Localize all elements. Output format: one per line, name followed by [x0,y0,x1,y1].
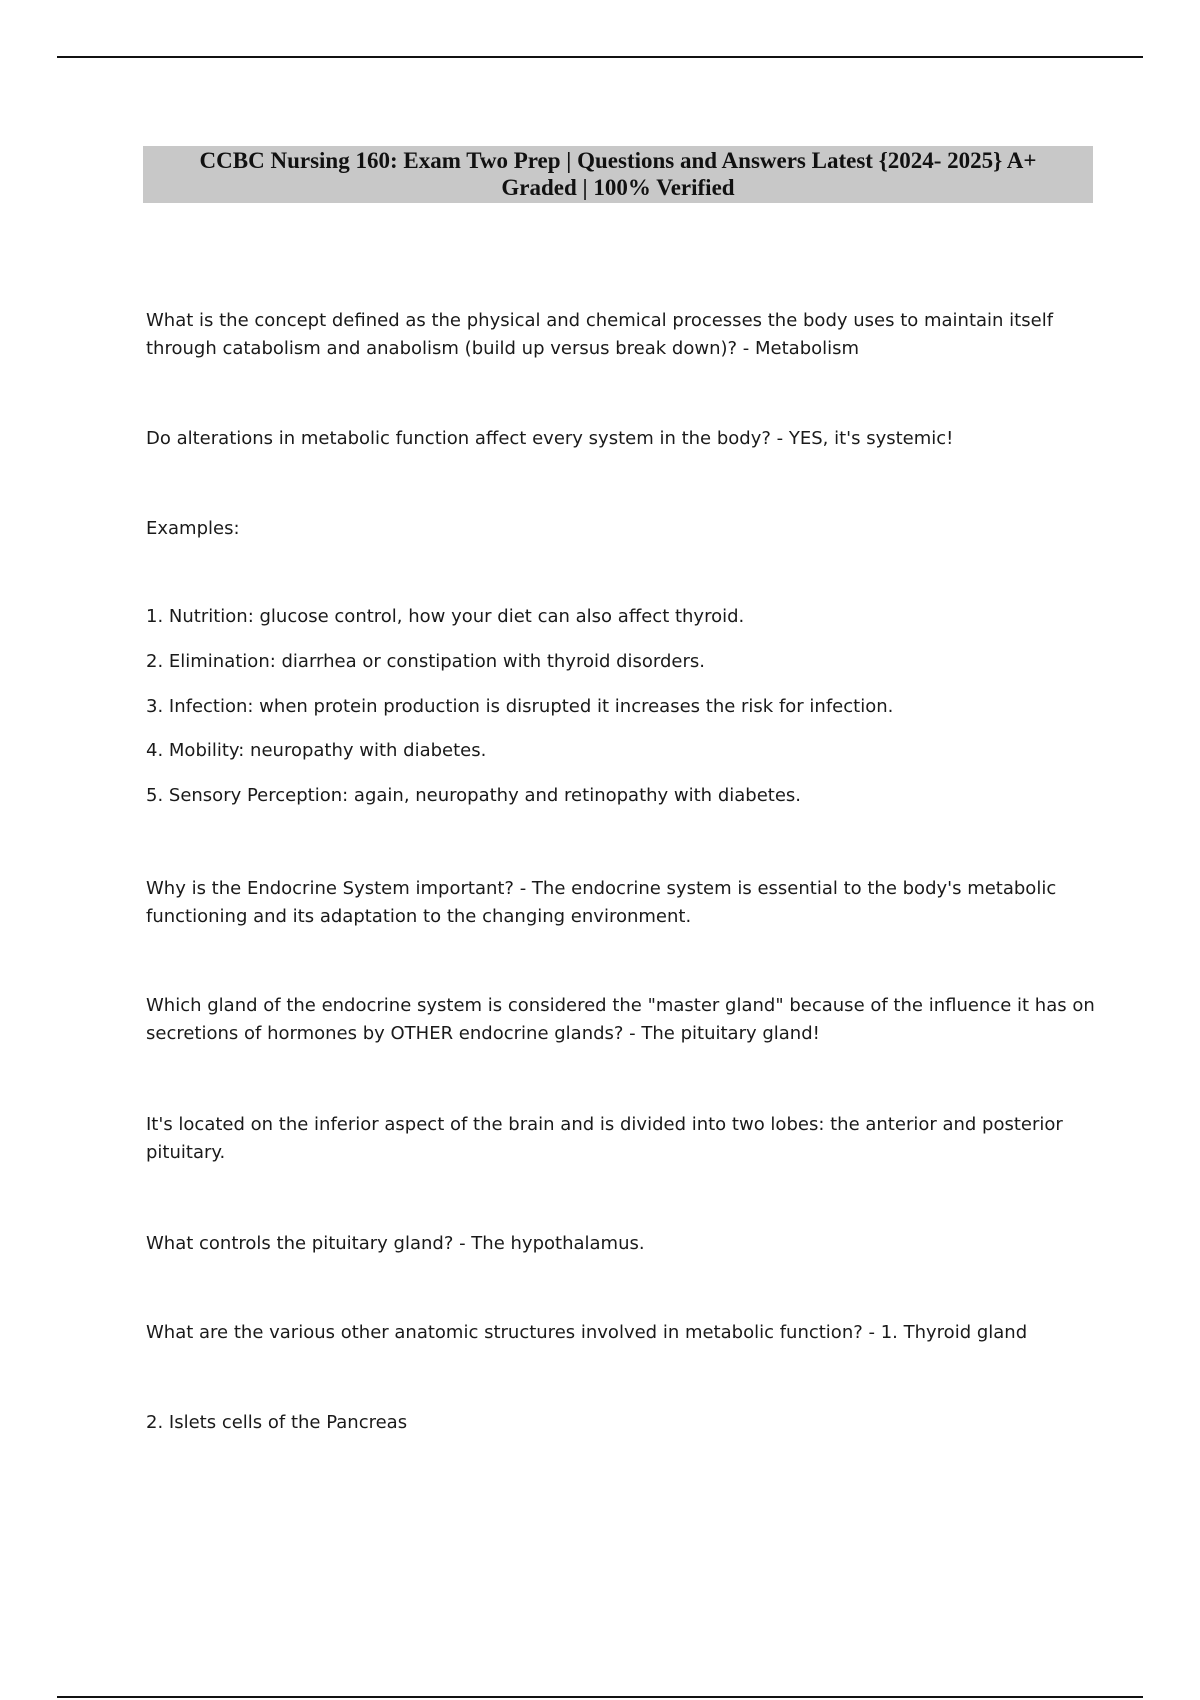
answer-islets-cells: 2. Islets cells of the Pancreas [146,1412,408,1433]
question-metabolism-line-2: through catabolism and anabolism (build up versus break down)? - Metabolism [146,338,860,359]
question-master-gland-line-1: Which gland of the endocrine system is considered the "master gland" because of the influence it has on [146,995,1095,1016]
top-rule [57,56,1143,58]
document-title [143,146,1093,203]
pituitary-location-line-2: pituitary. [146,1142,226,1163]
question-endocrine-line-2: functioning and its adaptation to the changing environment. [146,906,692,927]
example-item-nutrition: 1. Nutrition: glucose control, how your diet can also affect thyroid. [146,606,745,627]
question-metabolism-line-1: What is the concept defined as the physical and chemical processes the body uses to maintain itself [146,310,1054,331]
pituitary-location-line-1: It's located on the inferior aspect of the brain and is divided into two lobes: the anterior and posterior [146,1114,1063,1135]
question-hypothalamus: What controls the pituitary gland? - The hypothalamus. [146,1233,645,1254]
question-master-gland-line-2: secretions of hormones by OTHER endocrine glands? - The pituitary gland! [146,1023,820,1044]
question-anatomic-structures: What are the various other anatomic structures involved in metabolic function? - 1. Thyroid gland [146,1322,1028,1343]
bottom-rule [57,1696,1143,1698]
example-item-mobility: 4. Mobility: neuropathy with diabetes. [146,740,487,761]
title-line-2: Graded | 100% Verified [501,175,735,200]
title-line-1: CCBC Nursing 160: Exam Two Prep | Questions and Answers Latest {2024- 2025} A+ [199,148,1037,173]
example-item-elimination: 2. Elimination: diarrhea or constipation with thyroid disorders. [146,651,706,672]
question-systemic: Do alterations in metabolic function affect every system in the body? - YES, it's systemic! [146,428,954,449]
example-item-sensory: 5. Sensory Perception: again, neuropathy and retinopathy with diabetes. [146,785,802,806]
question-endocrine-line-1: Why is the Endocrine System important? - The endocrine system is essential to the body's metabolic [146,878,1057,899]
examples-heading: Examples: [146,518,240,539]
example-item-infection: 3. Infection: when protein production is disrupted it increases the risk for infection. [146,696,894,717]
